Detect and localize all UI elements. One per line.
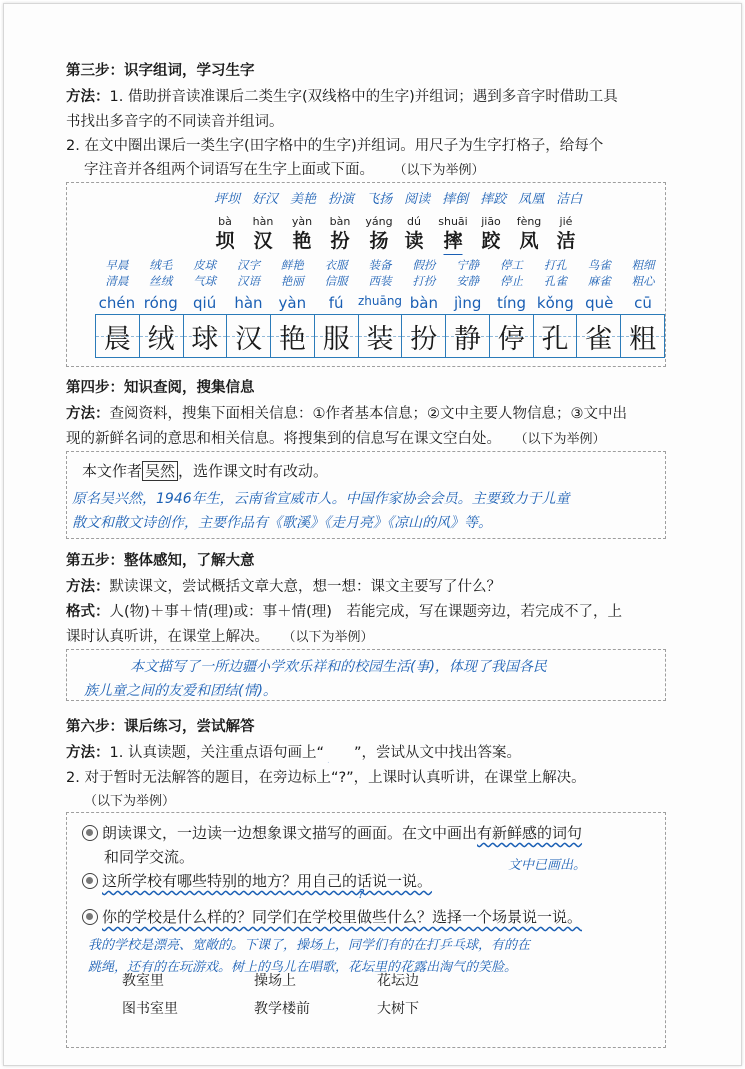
group-word: 鸟雀 [587,258,611,272]
format-text: 课时认真听讲，在课堂上解决。 [66,629,269,645]
character: 扬 [369,230,389,252]
grid-cell [534,315,578,357]
character: 汉 [253,230,273,252]
pinyin-label: hàn [252,215,274,228]
step4-method-2 [66,427,606,448]
grid-cell [184,315,228,357]
question-2 [82,870,432,891]
grid-pinyin-label: bàn [409,294,438,312]
question-bullet-icon [82,909,98,925]
method-label: 方法： [66,745,110,761]
grid-character: 粗 [629,323,657,355]
grid-cell [315,315,359,357]
q2-question-mark: ? [358,887,365,901]
q1-wavy-text: 有新鲜感的词句 [477,824,583,842]
grid-cell [359,315,403,357]
pinyin-label: yàn [291,215,313,228]
step5-hand-2: 族儿童之间的友爱和团结(情)。 [84,683,277,699]
grid-character: 艳 [278,323,306,355]
group-word: 停工 [500,258,524,272]
word-group [228,257,268,289]
group-word: 信服 [324,274,348,288]
character: 读 [404,230,424,252]
character: 艳 [292,230,312,252]
method-text: 默读课文，尝试概括文章大意，想一想：课文主要写了什么？ [109,579,501,595]
word-group [404,257,444,289]
grid-pinyin-label: cū [634,294,652,312]
grid-word-groups [4,257,743,293]
author-name: 吴然 [142,461,178,481]
step5-title: 第五步：整体感知，了解大意 [66,553,255,569]
group-word: 假扮 [412,258,436,272]
grid-character: 绒 [147,323,175,355]
character-grid [95,314,665,358]
group-word: 粗心 [631,274,655,288]
grid-cell [577,315,621,357]
pinyin-label: yáng [365,215,393,228]
step4-hand-2: 散文和散文诗创作，主要作品有《歌溪》《走月亮》《凉山的风》等。 [72,515,492,531]
step6-method-2: 2. 对于暂时无法解答的题目，在旁边标上“?”，上课时认真听讲，在课堂上解决。 [66,770,586,786]
q1-text: 朗读课文，一边读一边想象课文描写的画面。在文中画出 [102,824,478,842]
step4-box-text [82,460,328,481]
text-pre: 本文作者 [82,462,143,480]
grid-cell [140,315,184,357]
question-1-line2: 和同学交流。 [104,848,195,866]
grid-pinyin-label: róng [143,294,178,312]
grid-character: 服 [322,323,350,355]
scene-option: 操场上 [254,973,296,989]
grid-pinyin-label: kǒng [536,294,574,312]
method-text: 1. 认真读题，关注重点语句画上“ [109,745,324,761]
group-word: 汉字 [236,258,260,272]
format-text: 人(物)＋事＋情(理)或：事＋情(理) 若能完成，写在课题旁边，若完成不了，上 [109,604,622,620]
step5-method [66,575,501,596]
grid-cell [490,315,534,357]
page [3,3,742,1066]
grid-character: 装 [366,323,394,355]
grid-character: 球 [191,323,219,355]
grid-pinyin-label: tíng [496,294,527,312]
method-text: 字注音并各组两个词语写在生字上面或下面。 [84,162,374,178]
example-note: （以下为举例） [521,432,606,447]
word-group [535,257,575,289]
handwritten-word: 美艳 [290,192,317,207]
step3-title: 第三步：识字组词，学习生字 [66,63,255,79]
group-word: 停止 [500,274,524,288]
handwritten-word: 好汉 [252,192,279,207]
scene-option: 大树下 [377,1001,419,1017]
group-word: 宁静 [456,258,480,272]
example-note: （以下为举例） [84,794,176,809]
grid-cell [227,315,271,357]
step3-method-1 [66,85,618,106]
handwritten-word: 飞扬 [366,192,393,207]
group-word: 鲜艳 [280,258,304,272]
handwritten-word: 摔倒 [442,192,469,207]
word-group [579,257,619,289]
grid-pinyin-label: hàn [234,294,263,312]
step6-title: 第六步：课后练习，尝试解答 [66,719,255,735]
grid-cell [621,315,664,357]
grid-cell [402,315,446,357]
grid-character: 停 [497,323,525,355]
example-note: （以下为举例） [289,630,374,645]
word-group [185,257,225,289]
question-bullet-icon [82,873,98,889]
character: 凤 [519,230,539,252]
handwritten-word: 扮演 [328,192,355,207]
handwritten-word: 阅读 [404,192,431,207]
scene-option: 花坛边 [377,973,419,989]
step3-method-2: 2. 在文中圈出课后一类生字(田字格中的生字)并组词。用尺子为生字打格子，给每个 [66,138,604,154]
q1-hand-note: 文中已画出。 [508,858,587,873]
step4-hand-1: 原名吴兴然，1946年生，云南省宣威市人。中国作家协会会员。主要致力于儿童 [72,491,570,507]
method-text-end: ”，尝试从文中找出答案。 [353,745,521,761]
step4-method-1 [66,402,627,423]
character: 坝 [215,230,235,252]
grid-character: 孔 [541,323,569,355]
word-group [97,257,137,289]
grid-pinyin-label: què [585,294,614,312]
group-word: 打孔 [543,258,567,272]
group-word: 孔雀 [543,274,567,288]
word-group [360,257,400,289]
group-word: 丝绒 [149,274,173,288]
group-word: 打扮 [412,274,436,288]
handwritten-word: 摔跤 [480,192,507,207]
group-word: 衣服 [324,258,348,272]
q3-text: 你的学校是什么样的？同学们在学校里做些什么？选择一个场景说一说。 [102,908,583,926]
q3-hand-1: 我的学校是漂亮、宽敞的。下课了，操场上，同学们有的在打乒乓球，有的在 [88,938,531,953]
word-group [316,257,356,289]
step5-format-2 [66,625,374,646]
handwritten-word: 坪坝 [214,192,241,207]
question-3 [82,906,582,927]
group-word: 绒毛 [149,258,173,272]
grid-character: 静 [454,323,481,355]
grid-pinyin-label: zhuāng [357,294,403,308]
grid-pinyin-label: fú [328,294,344,312]
group-word: 清晨 [105,274,129,288]
pinyin-label: fèng [516,215,542,228]
step3-method-2b [84,158,485,179]
character: 扮 [330,230,350,252]
grid-pinyin-label: chén [98,294,136,312]
scene-option: 图书室里 [122,1001,178,1017]
method-text: 查阅资料，搜集下面相关信息：①作者基本信息；②文中主要人物信息；③文中出 [109,406,627,422]
grid-pinyin-label: qiú [193,294,217,312]
pinyin-label: jiāo [481,215,501,228]
question-1 [82,822,582,843]
step4-title: 第四步：知识查阅，搜集信息 [66,380,255,396]
grid-pinyin-label: yàn [278,294,307,312]
grid-cell [446,315,490,357]
pinyin-label: shuāi [438,215,468,228]
step6-method-1 [66,741,521,762]
group-word: 早晨 [105,258,129,272]
group-word: 安静 [456,274,480,288]
q3-hand-2: 跳绳，还有的在玩游戏。树上的鸟儿在唱歌，花坛里的花露出淘气的笑脸。 [88,960,518,975]
q2-text: 这所学校有哪些特别的地方？用自己的话说一说。 [102,872,433,890]
handwritten-words-row [214,188,582,207]
character: 摔 [443,226,462,255]
group-word: 装备 [368,258,392,272]
question-bullet-icon [82,825,98,841]
step3-method-1b: 书找出多音字的不同读音并组词。 [66,114,284,130]
group-word: 西装 [368,274,392,288]
character-row [4,226,743,250]
grid-pinyin [4,294,743,312]
grid-cell [96,315,140,357]
method-label: 方法： [66,89,110,105]
scene-option: 教学楼前 [254,1001,310,1017]
group-word: 气球 [193,274,217,288]
word-group [492,257,532,289]
grid-character: 汉 [235,323,263,355]
group-word: 麻雀 [587,274,611,288]
grid-character: 雀 [585,323,613,355]
group-word: 艳丽 [280,274,304,288]
method-text: 1. 借助拼音读准课后二类生字(双线格中的生字)并组词；遇到多音字时借助工具 [109,89,618,105]
method-label: 方法： [66,579,110,595]
pinyin-label: dú [407,215,421,228]
method-text: 现的新鲜名词的意思和相关信息。将搜集到的信息写在课文空白处。 [66,431,501,447]
example-note: （以下为举例） [400,163,485,178]
step5-hand-1: 本文描写了一所边疆小学欢乐祥和的校园生活(事)，体现了我国各民 [130,659,547,675]
word-group [141,257,181,289]
handwritten-word: 洁白 [556,192,583,207]
group-word: 粗细 [631,258,655,272]
character: 跤 [481,230,501,252]
word-group [623,257,663,289]
scene-option: 教室里 [122,973,164,989]
pinyin-label: bàn [329,215,351,228]
group-word: 汉语 [236,274,260,288]
pinyin-label: jié [559,215,573,228]
pinyin-label: bà [218,215,232,228]
grid-character: 晨 [103,323,131,355]
text-post: ，选作课文时有改动。 [178,462,329,480]
word-group [272,257,312,289]
method-label: 方法： [66,406,110,422]
grid-character: 扮 [410,323,438,355]
grid-pinyin-label: jìng [454,294,482,312]
character: 洁 [556,230,576,252]
group-word: 皮球 [193,258,217,272]
step5-format-1 [66,600,622,621]
grid-cell [271,315,315,357]
format-label: 格式： [66,604,110,620]
wavy-line-sample [324,745,354,761]
word-group [448,257,488,289]
handwritten-word: 凤凰 [518,192,545,207]
